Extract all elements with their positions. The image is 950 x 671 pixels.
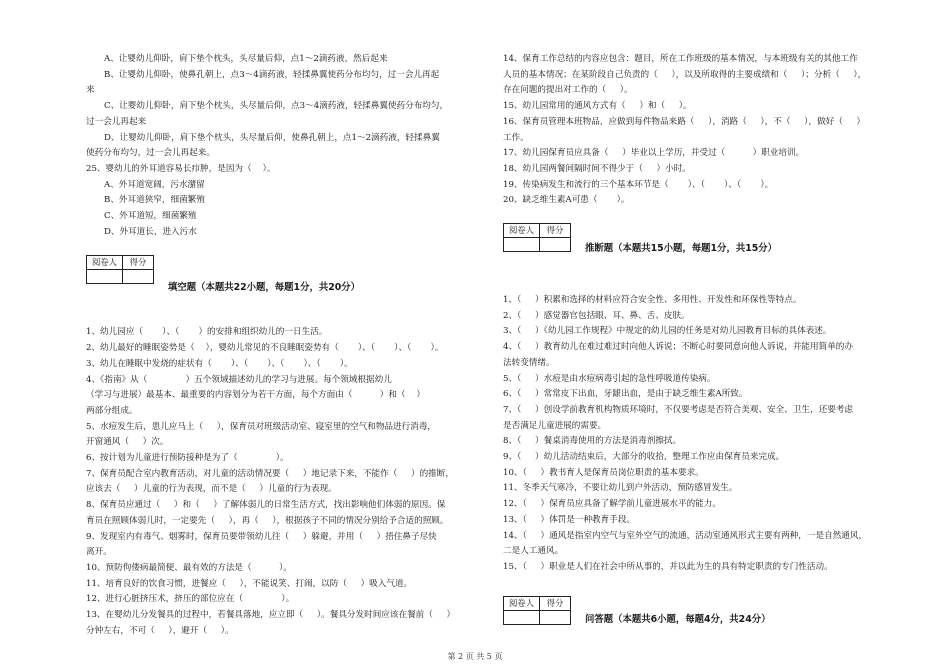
fill-item-2: 2、幼儿最好的睡眠姿势是（ ），婴幼儿常见的不良睡眠姿势有（ ）、（ ）、（ ）。 bbox=[86, 343, 444, 354]
judge-item-5: 5、（ ）水痘是由水痘病毒引起的急性呼吸道传染病。 bbox=[503, 373, 716, 384]
fill-item-16: 16、保育员管理本班物品，应做到每件物品来路（ ），消路（ ），不（ ），做好（ ） bbox=[503, 116, 866, 127]
score-table bbox=[86, 255, 154, 284]
fill-item-12: 12、进行心脏挤压术，挤压的部位应在（ ）。 bbox=[86, 594, 295, 605]
fill-item-3: 3、幼儿在睡眠中发烧的症状有（ ）、（ ）、（ ）、（ ）。 bbox=[86, 358, 353, 369]
fill-item-19: 19、传染病发生和流行的三个基本环节是（ ）、（ ）、（ ）。 bbox=[503, 179, 774, 190]
fill-item-16-cont: 工作。 bbox=[503, 132, 529, 143]
grader-label: 阅卷人 bbox=[87, 256, 123, 270]
qa-section-header bbox=[503, 596, 913, 636]
fill-item-1: 1、幼儿园应（ ）、（ ）的安排和组织幼儿的一日生活。 bbox=[86, 327, 328, 338]
grader-label: 阅卷人 bbox=[504, 596, 540, 610]
fill-item-7-cont: 应该去（ ）儿童的行为表现，而不是（ ）儿童的行为表现。 bbox=[86, 484, 337, 495]
fill-item-9: 9、发现室内有毒气、烟雾时，保育员要带领幼儿往（ ）躲避，并用（ ）捂住鼻子尽快 bbox=[86, 531, 437, 542]
page-number: 第 2 页 共 5 页 bbox=[447, 652, 503, 661]
fill-item-18: 18、幼儿园两餐间隔时间不得少于（ ）小时。 bbox=[503, 163, 691, 174]
grader-cell bbox=[504, 610, 540, 624]
option-a: A、让婴幼儿仰卧，肩下垫个枕头，头尽量后仰，点1～2滴药液，然后起来 bbox=[104, 54, 388, 64]
fill-item-14-cont: 人员的基本情况；在某阶段自己负责的（ ），以及所取得的主要成绩和（ ）；分析（ ）， bbox=[503, 69, 867, 80]
section-title-judge: 推断题（本题共15小题，每题1分，共15分） bbox=[585, 243, 777, 255]
judge-item-1: 1、（ ）积累和选择的材料应符合安全性、多用性、开发性和环保性等特点。 bbox=[503, 295, 802, 306]
fill-item-4: 4、《指南》从（ ）五个领域描述幼儿的学习与进展。每个领域根据幼儿 bbox=[86, 374, 392, 385]
option-d-cont: 使药分布均匀，过一会儿再起来。 bbox=[86, 148, 215, 159]
fill-item-5-cont: 开窗通风（ ）次。 bbox=[86, 437, 169, 448]
judge-item-7: 7、（ ）创设学前教育机构物质环境时，不仅要考虑是否符合美观、安全、卫生，还要考虑 bbox=[503, 404, 853, 415]
judge-item-4: 4、（ ）教育幼儿在难过难过时向他人诉说；不断心时要同意向他人诉说，并能用简单的办 bbox=[503, 342, 853, 353]
judge-item-3: 3、（ ）《幼儿园工作规程》中规定的幼儿园的任务是对幼儿园教育目标的具体表述。 bbox=[503, 326, 832, 337]
q25-option-d: D、外耳道长，进入污水 bbox=[104, 226, 197, 237]
judge-item-2: 2、（ ）感觉器官包括眼、耳、鼻、舌、皮肤。 bbox=[503, 310, 690, 321]
fill-item-11: 11、培育良好的饮食习惯，进餐应（ ），不能说笑、打闹，以防（ ）吸入气道。 bbox=[86, 578, 413, 589]
fill-item-13-cont: 分钟左右，不可（ ），避开（ ）。 bbox=[86, 625, 234, 636]
score-cell bbox=[123, 270, 154, 284]
q25-option-b: B、外耳道狭窄，细菌繁殖 bbox=[104, 195, 205, 206]
score-table bbox=[503, 223, 571, 252]
judge-item-7-cont: 是否满足儿童进展的需要。 bbox=[503, 420, 607, 431]
fill-item-14-cont2: 存在问题的提出对工作的（ ）。 bbox=[503, 85, 633, 96]
option-d: D、让婴幼儿仰卧，肩下垫个枕头，头尽量后仰，使鼻孔朝上，点1～2滴药液，轻揉鼻翼 bbox=[104, 132, 440, 143]
fill-item-7: 7、保育员配合室内教育活动，对儿童的活动情况要（ ）地记录下来，不能作（ ）的推断， bbox=[86, 468, 454, 479]
fill-item-4-cont2: 两部分组成。 bbox=[86, 405, 138, 416]
fill-blank-section-header bbox=[86, 255, 486, 299]
right-column bbox=[503, 52, 913, 636]
judge-item-14: 14、（ ）通风是指室内空气与室外空气的流通，活动室通风形式主要有两种，一是自然通风， bbox=[503, 530, 868, 541]
judge-item-4-cont: 法转变情绪。 bbox=[503, 357, 555, 368]
grader-cell bbox=[504, 238, 540, 252]
fill-item-9-cont: 离开。 bbox=[86, 547, 112, 558]
option-c-cont: 过一会儿再起来 bbox=[86, 116, 147, 127]
fill-item-4-cont: （学习与进展）最基本、最重要的内容划分为若干方面，每个方面由（ ）和（ ） bbox=[86, 390, 426, 401]
spacer bbox=[503, 265, 913, 293]
fill-item-14: 14、保育工作总结的内容应包含：题目，所在工作班级的基本情况，与本班级有关的其他工作 bbox=[503, 54, 858, 64]
judge-item-6: 6、（ ）常常皮下出血，牙龈出血，是由于缺乏维生素A所致。 bbox=[503, 389, 748, 400]
judge-item-12: 12、（ ）保育员应具备了解学前儿童进展水平的能力。 bbox=[503, 499, 721, 510]
option-c: C、让婴幼儿仰卧，肩下垫个枕头，头尽量后仰，点3～4滴药液，轻揉鼻翼使药分布均匀， bbox=[104, 101, 449, 112]
judge-item-13: 13、（ ）体罚是一种教育手段。 bbox=[503, 514, 636, 525]
option-b: B、让婴幼儿仰卧，使鼻孔朝上，点3～4滴药液，轻揉鼻翼使药分布均匀，过一会儿再起 bbox=[104, 69, 440, 80]
fill-item-8-cont: 育员在照顾体弱儿时，一定要先（ ），再（ ），根据孩子不同的情况分别给予合适的照顾。 bbox=[86, 515, 449, 526]
option-b-cont: 来 bbox=[86, 85, 95, 96]
fill-item-5: 5、水痘发生后，患儿应马上（ ），保育员对班级活动室、寝室里的空气和物品进行消毒， bbox=[86, 421, 436, 432]
score-cell bbox=[540, 610, 571, 624]
score-table bbox=[503, 596, 571, 625]
fill-item-15: 15、幼儿园常用的通风方式有（ ）和（ ）。 bbox=[503, 101, 692, 112]
question-25: 25、婴幼儿的外耳道容易长疖肿，是因为（ ）。 bbox=[86, 163, 276, 174]
q25-option-a: A、外耳道宽阔，污水潴留 bbox=[104, 179, 205, 190]
fill-item-10: 10、预防佝偻病最简便、最有效的方法是（ ）。 bbox=[86, 562, 292, 573]
judge-item-10: 10、（ ）教书育人是保育员岗位职责的基本要求。 bbox=[503, 467, 704, 478]
spacer bbox=[86, 299, 486, 325]
score-cell bbox=[540, 238, 571, 252]
fill-item-17: 17、幼儿园保育员应具备（ ）毕业以上学历，并受过（ ）职业培训。 bbox=[503, 148, 805, 159]
judge-item-8: 8、（ ）餐桌消毒使用的方法是消毒剂擦拭。 bbox=[503, 436, 682, 447]
fill-item-13: 13、在婴幼儿分发餐具的过程中，若餐具落地，应立即（ ）。餐具分发时间应该在餐前（ ） bbox=[86, 610, 456, 621]
left-column bbox=[86, 52, 486, 640]
judge-item-15: 15、（ ）职业是人们在社会中所从事的，并以此为生的具有特定职责的专门性活动。 bbox=[503, 561, 833, 572]
judge-item-9: 9、（ ）幼儿活动结束后，大部分的收拾，整理工作应由保育员来完成。 bbox=[503, 452, 785, 463]
judge-item-11: 11、冬季天气寒冷，不要让幼儿到户外活动，预防感冒发生。 bbox=[503, 483, 738, 494]
fill-item-6: 6、按计划为儿童进行预防接种是为了（ ）。 bbox=[86, 453, 289, 464]
fill-item-8: 8、保育员应通过（ ）和（ ）了解体弱儿的日常生活方式，找出影响他们体弱的原因。保 bbox=[86, 500, 446, 511]
section-title-qa: 问答题（本题共6小题，每题4分，共24分） bbox=[585, 613, 771, 625]
fill-item-20: 20、缺乏维生素A可患（ ）。 bbox=[503, 195, 630, 206]
grader-label: 阅卷人 bbox=[504, 224, 540, 238]
judge-item-14-cont: 二是人工通风。 bbox=[503, 546, 564, 557]
score-label: 得分 bbox=[540, 224, 571, 238]
section-title-fill-blank: 填空题（本题共22小题，每题1分，共20分） bbox=[168, 282, 360, 294]
score-label: 得分 bbox=[540, 596, 571, 610]
q25-option-c: C、外耳道短，细菌繁殖 bbox=[104, 211, 197, 222]
score-label: 得分 bbox=[123, 256, 154, 270]
judge-section-header bbox=[503, 223, 913, 265]
grader-cell bbox=[87, 270, 123, 284]
